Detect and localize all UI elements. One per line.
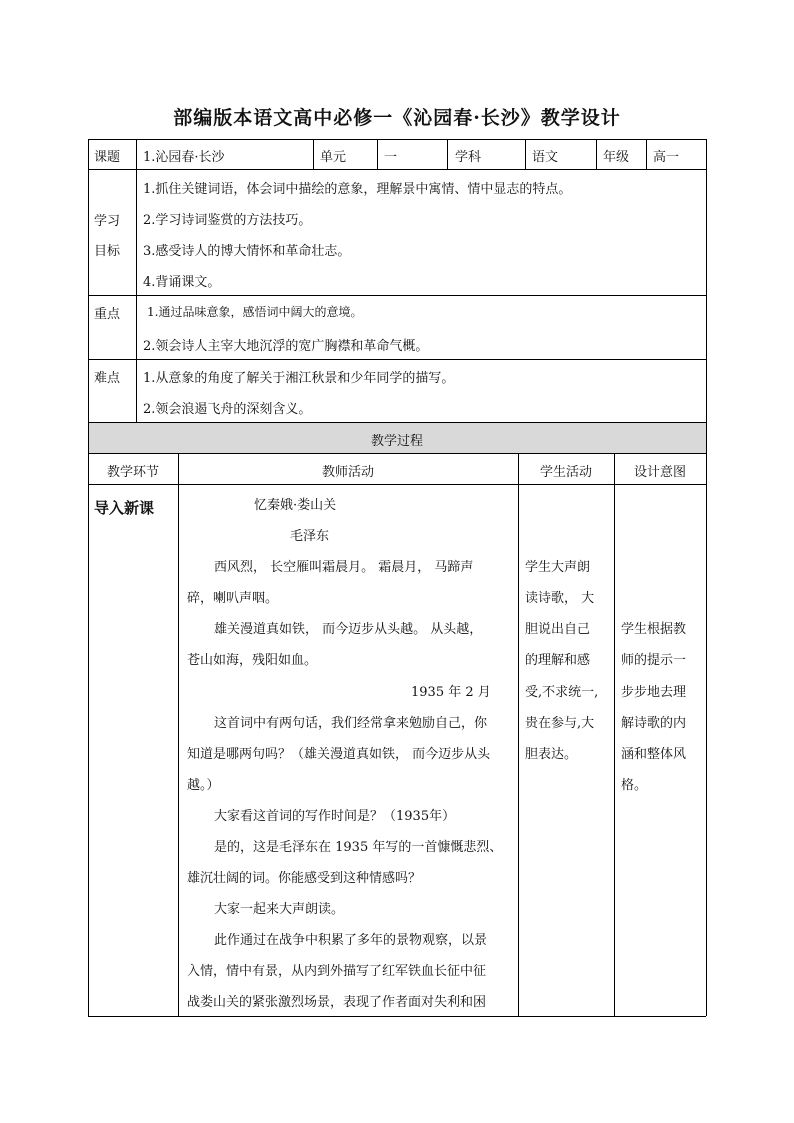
intent-line: 步步地去理 — [621, 685, 687, 700]
teacher-line: 这首词中有两句话，我们经常拿来勉励自己，你 — [214, 716, 488, 731]
difficult-points-label: 难点 — [94, 371, 121, 386]
objective-item: 2.学习诗词鉴赏的方法技巧。 — [143, 213, 312, 228]
lesson-label: 课题 — [94, 150, 121, 165]
teacher-line: 苍山如海，残阳如血。 — [187, 653, 318, 668]
student-line: 学生大声朗 — [525, 560, 591, 575]
poem-title: 忆秦娥·娄山关 — [254, 498, 337, 513]
teacher-line: 大家一起来大声朗读。 — [214, 902, 345, 917]
grade-value: 高一 — [653, 150, 680, 165]
teacher-line: 碎，喇叭声咽。 — [187, 591, 279, 606]
intent-line: 涵和整体风 — [621, 747, 687, 762]
objective-item: 1.抓住关键词语，体会词中描绘的意象，理解景中寓情、情中显志的特点。 — [143, 182, 572, 197]
teacher-line: 是的，这是毛泽东在 1935 年写的一首慷慨悲烈、 — [214, 840, 503, 855]
subject-label: 学科 — [455, 150, 482, 165]
teacher-line: 入情，情中有景，从内到外描写了红军铁血长征中征 — [187, 964, 487, 979]
teacher-line: 雄关漫道真如铁， 而今迈步从头越。 从头越， — [214, 622, 483, 637]
key-point-item: 1.通过品味意象，感悟词中阔大的意境。 — [147, 305, 363, 319]
student-line: 的理解和感 — [525, 653, 591, 668]
intent-line: 格。 — [621, 778, 648, 793]
col-intent-header: 设计意图 — [633, 465, 686, 480]
process-header: 教学过程 — [370, 434, 423, 449]
difficult-point-item: 1.从意象的角度了解关于湘江秋景和少年同学的描写。 — [143, 371, 455, 386]
lesson-value: 1.沁园春·长沙 — [143, 150, 225, 165]
objectives-label-2: 目标 — [94, 244, 121, 259]
teacher-line: 知道是哪两句吗？（雄关漫道真如铁， 而今迈步从头 — [187, 747, 491, 762]
teacher-line: 战娄山关的紧张激烈场景，表现了作者面对失利和困 — [187, 995, 487, 1010]
col-teacher-header: 教师活动 — [321, 465, 374, 480]
page-title: 部编版本语文高中必修一《沁园春·长沙》教学设计 — [173, 107, 621, 129]
teacher-line: 雄沉壮阔的词。你能感受到这种情感吗？ — [187, 871, 422, 886]
intent-line: 解诗歌的内 — [621, 716, 687, 731]
teacher-line: 越。） — [187, 778, 220, 793]
col-student-header: 学生活动 — [539, 465, 592, 480]
poem-date: 1935 年 2 月 — [411, 685, 491, 700]
student-line: 胆表达。 — [525, 747, 578, 762]
grade-label: 年级 — [603, 150, 630, 165]
poem-author: 毛泽东 — [290, 529, 330, 544]
student-line: 受,不求统一, — [525, 685, 599, 700]
teacher-line: 此作通过在战争中积累了多年的景物观察，以景 — [214, 933, 488, 948]
intent-line: 师的提示一 — [621, 653, 687, 668]
unit-value: 一 — [384, 150, 398, 165]
objective-item: 3.感受诗人的博大情怀和革命壮志。 — [143, 244, 351, 259]
difficult-point-item: 2.领会浪遏飞舟的深刻含义。 — [143, 402, 312, 417]
student-line: 贵在参与,大 — [525, 716, 595, 731]
objective-item: 4.背诵课文。 — [143, 275, 221, 290]
student-line: 读诗歌， 大 — [525, 591, 595, 606]
objectives-label-1: 学习 — [94, 214, 121, 229]
teacher-line: 西风烈， 长空雁叫霜晨月。 霜晨月， 马蹄声 — [214, 560, 474, 575]
key-point-item: 2.领会诗人主宰大地沉浮的宽广胸襟和革命气概。 — [143, 339, 429, 354]
key-points-label: 重点 — [94, 307, 121, 322]
unit-label: 单元 — [320, 150, 347, 165]
student-line: 胆说出自己 — [525, 622, 591, 637]
intent-line: 学生根据教 — [621, 622, 687, 637]
subject-value: 语文 — [532, 150, 559, 165]
teacher-line: 大家看这首词的写作时间是？（1935年） — [214, 809, 456, 824]
stage-intro: 导入新课 — [94, 499, 155, 517]
col-stage-header: 教学环节 — [106, 465, 159, 480]
